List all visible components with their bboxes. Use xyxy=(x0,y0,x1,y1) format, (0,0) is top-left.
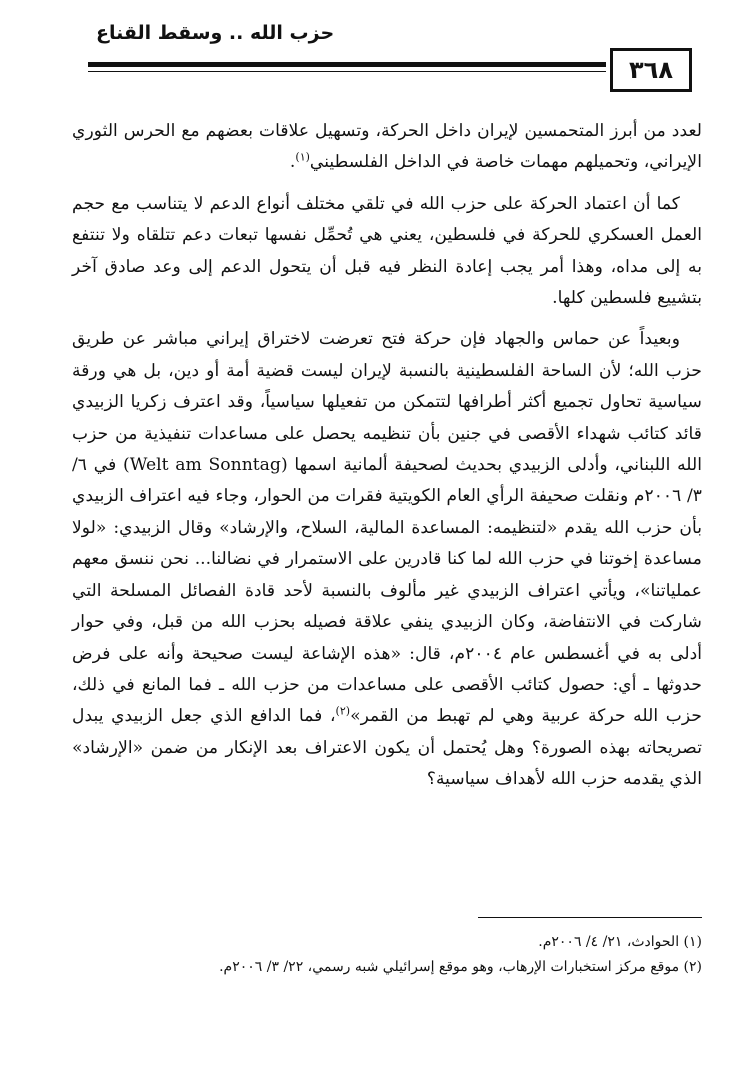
header-rule-thin xyxy=(88,71,606,72)
paragraph-3-text: وبعيداً عن حماس والجهاد فإن حركة فتح تعرضت لاختراق إيراني مباشر عن طريق حزب الله؛ لأن الساحة الفلسطينية بالنسبة لإيران ليست قضية أمة أو دين، بل هي ورقة سياسية تحاول تجميع أكثر أطرافها لتتمكن من تفعيلها سياسياً، وقد اعترف زكريا الزبيدي قائد كتائب شهداء الأقصى في جنين بأن تنظيمه يحصل على مساعدات تنفيذية من حزب الله اللبناني، وأدلى الزبيدي بحديث لصحيفة ألمانية اسمها (Welt am Sonntag) في ٦/ ٣/ ٢٠٠٦م ونقلت صحيفة الرأي العام الكويتية فقرات من الحوار، وجاء فيه اعتراف الزبيدي بأن حزب الله يقدم «لتنظيمه: المساعدة المالية، السلاح، والإرشاد» وقال الزبيدي: «لولا مساعدة إخوتنا في حزب الله لما كنا قادرين على الاستمرار في نضالنا... نحن ننسق معهم عملياتنا»، ويأتي اعتراف الزبيدي غير مألوف بالنسبة لأحد قادة الفصائل المسلحة التي شاركت في الانتفاضة، وكان الزبيدي ينفي علاقة فصيله بحزب الله من قبل، وفي حوار أدلى به في أغسطس عام ٢٠٠٤م، قال: «هذه الإشاعة ليست صحيحة وأنه على فرض حدوثها ـ أي: حصول كتائب الأقصى على مساعدات من حزب الله ـ فما المانع في ذلك، حزب الله حركة عربية وهي لم تهبط من القمر» xyxy=(72,329,703,727)
paragraph-3-tail: ، فما الدافع الذي جعل الزبيدي يبدل تصريحاته بهذه الصورة؟ وهل يُحتمل أن يكون الاعتراف بعد الإنكار من ضمن «الإرشاد» الذي يقدمه حزب الله لأهداف سياسية؟ xyxy=(72,706,702,790)
running-title: حزب الله .. وسقط القناع xyxy=(96,22,335,44)
header-rule-thick xyxy=(88,62,606,67)
footnote-ref-2: (٢) xyxy=(335,704,351,718)
footnote-separator xyxy=(478,917,702,918)
page-number: ٣٦٨ xyxy=(629,56,673,84)
paragraph-1 xyxy=(72,116,702,179)
footnote-2: (٢) موقع مركز استخبارات الإرهاب، وهو موقع إسرائيلي شبه رسمي، ٢٢/ ٣/ ٢٠٠٦م. xyxy=(219,959,702,975)
paragraph-3 xyxy=(72,324,702,795)
page-number-box xyxy=(610,48,692,92)
footnotes xyxy=(72,930,702,980)
paragraph-1-text: لعدد من أبرز المتحمسين لإيران داخل الحركة، وتسهيل علاقات بعضهم مع الحرس الثوري الإيراني، وتحميلهم مهمات خاصة في الداخل الفلسطيني xyxy=(72,121,702,173)
paragraph-2 xyxy=(72,189,702,315)
paragraph-2-text: كما أن اعتماد الحركة على حزب الله في تلقي مختلف أنواع الدعم لا يتناسب مع حجم العمل العسكري للحركة في فلسطين، يعني هي تُحمِّل نفسها تبعات دعم تتلقاه ولا تنتفع به إلى مداه، وهذا أمر يجب إعادة النظر فيه قبل أن يتحول الدعم إلى وعد صادق آخر بتشييع فلسطين كلها. xyxy=(72,193,702,309)
body-text xyxy=(72,116,702,806)
footnote-ref-1: (١) xyxy=(295,150,310,164)
footnote-1: (١) الحوادث، ٢١/ ٤/ ٢٠٠٦م. xyxy=(538,934,702,950)
paragraph-1-tail: . xyxy=(289,152,296,173)
